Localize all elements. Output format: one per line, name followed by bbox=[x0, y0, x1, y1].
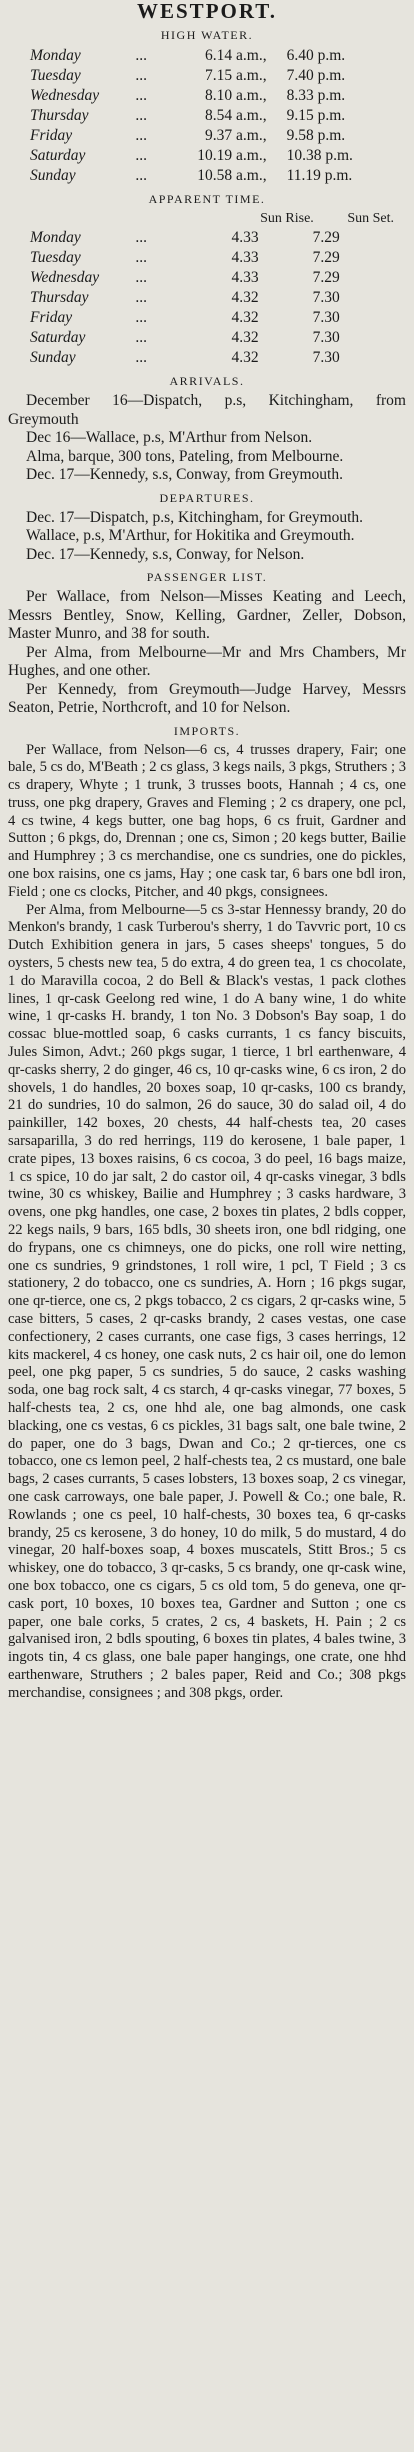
am-time: 8.10 a.m., bbox=[205, 87, 267, 104]
leader-dots: ... bbox=[135, 127, 147, 144]
day-name: Friday bbox=[30, 309, 73, 326]
imports-section bbox=[8, 742, 406, 1703]
day-name: Monday bbox=[30, 47, 81, 64]
high-water-row bbox=[8, 166, 406, 186]
day-name: Friday bbox=[30, 127, 73, 144]
sun-set-value: 7.30 bbox=[312, 329, 340, 346]
departure-entry: Dec. 17—Kennedy, s.s, Conway, for Nelson. bbox=[26, 545, 305, 563]
am-time: 10.19 a.m., bbox=[197, 147, 267, 164]
sun-rise-value: 4.32 bbox=[231, 289, 259, 306]
pm-time: 9.15 p.m. bbox=[286, 107, 346, 124]
day-name: Tuesday bbox=[30, 249, 81, 266]
high-water-heading: HIGH WATER. bbox=[160, 28, 254, 42]
pm-time: 9.58 p.m. bbox=[286, 127, 346, 144]
arrival-entry: Alma, barque, 300 tons, Pateling, from Melbourne. bbox=[26, 447, 344, 465]
am-time: 10.58 a.m., bbox=[197, 167, 267, 184]
am-time: 9.37 a.m., bbox=[205, 127, 267, 144]
sun-rise-value: 4.32 bbox=[231, 309, 259, 326]
high-water-row bbox=[8, 86, 406, 106]
leader-dots: ... bbox=[135, 269, 147, 286]
apparent-time-heading: APPARENT TIME. bbox=[148, 192, 266, 206]
arrivals-section bbox=[8, 392, 406, 485]
day-name: Thursday bbox=[30, 107, 89, 124]
day-name: Sunday bbox=[30, 349, 76, 366]
sun-rise-value: 4.32 bbox=[231, 349, 259, 366]
high-water-row bbox=[8, 66, 406, 86]
passenger-list-heading: PASSENGER LIST. bbox=[146, 570, 268, 584]
newspaper-column bbox=[8, 0, 406, 1703]
departures-section bbox=[8, 509, 406, 565]
day-name: Wednesday bbox=[30, 269, 100, 286]
high-water-row bbox=[8, 146, 406, 166]
day-name: Monday bbox=[30, 229, 81, 246]
arrival-entry: December 16—Dispatch, p.s, Kitchingham, from Greymouth bbox=[8, 392, 406, 428]
departure-entry: Dec. 17—Dispatch, p.s, Kitchingham, for Greymouth. bbox=[26, 508, 364, 526]
passenger-list-section bbox=[8, 588, 406, 718]
leader-dots: ... bbox=[135, 147, 147, 164]
am-time: 8.54 a.m., bbox=[205, 107, 267, 124]
apparent-time-row bbox=[8, 268, 406, 288]
high-water-table bbox=[8, 46, 406, 186]
departures-heading: DEPARTURES. bbox=[159, 490, 255, 505]
pm-time: 10.38 p.m. bbox=[286, 147, 353, 164]
arrival-entry: Dec. 17—Kennedy, s.s, Conway, from Greymouth. bbox=[26, 466, 343, 483]
leader-dots: ... bbox=[135, 229, 147, 246]
am-time: 7.15 a.m., bbox=[205, 67, 267, 84]
pm-time: 11.19 p.m. bbox=[286, 167, 353, 184]
leader-dots: ... bbox=[135, 289, 147, 306]
leader-dots: ... bbox=[135, 309, 147, 326]
high-water-row bbox=[8, 106, 406, 126]
leader-dots: ... bbox=[135, 349, 147, 366]
day-name: Sunday bbox=[30, 167, 76, 184]
arrivals-heading: ARRIVALS. bbox=[169, 374, 245, 388]
leader-dots: ... bbox=[135, 87, 147, 104]
high-water-row bbox=[8, 126, 406, 146]
pm-time: 7.40 p.m. bbox=[286, 67, 346, 84]
apparent-time-table bbox=[8, 228, 406, 368]
arrival-entry: Dec 16—Wallace, p.s, M'Arthur from Nelson. bbox=[26, 429, 313, 446]
leader-dots: ... bbox=[135, 107, 147, 124]
high-water-row bbox=[8, 46, 406, 66]
day-name: Wednesday bbox=[30, 87, 100, 104]
day-name: Saturday bbox=[30, 329, 86, 346]
apparent-time-column-headers bbox=[8, 210, 406, 228]
apparent-time-row bbox=[8, 308, 406, 328]
pm-time: 6.40 p.m. bbox=[286, 47, 346, 64]
apparent-time-row bbox=[8, 248, 406, 268]
leader-dots: ... bbox=[135, 249, 147, 266]
departure-entry: Wallace, p.s, M'Arthur, for Hokitika and Greymouth. bbox=[26, 527, 355, 544]
sun-rise-value: 4.33 bbox=[231, 249, 259, 266]
leader-dots: ... bbox=[135, 329, 147, 346]
day-name: Saturday bbox=[30, 147, 86, 164]
column-title: WESTPORT. bbox=[137, 0, 277, 23]
sun-set-value: 7.29 bbox=[312, 249, 340, 266]
apparent-time-row bbox=[8, 228, 406, 248]
sun-set-value: 7.29 bbox=[312, 269, 340, 286]
sun-rise-value: 4.32 bbox=[231, 329, 259, 346]
apparent-time-row bbox=[8, 348, 406, 368]
import-entry: Per Alma, from Melbourne—5 cs 3-star Hennessy brandy, 20 do Menkon's brandy, 1 cask Turberou's sherry, 1 do Tavvric port, 10 cs Dutch Exhibition genera in jars, 5 cases sheeps' tongues, 5 do oysters, 5 chests new tea, 5 do extra, 4 do green tea, 1 cs chocolate, 1 do Maravilla cocoa, 2 do Bell & Black's vestas, 1 pack clothes lines, 1 qr-cask Geelong red wine, 1 do A bany wine, 1 do white wine, 1 qr-casks H. brandy, 1 ton No. 3 Dobson's Bay soap, 1 do cossac blue-mottled soap, 6 casks currants, 1 cs fancy biscuits, Jules Simon, Advt.; 260 pkgs sugar, 1 tierce, 1 brl earthenware, 4 qr-casks sherry, 2 do ginger, 46 cs, 10 qr-casks wine, 6 cs iron, 2 do shovels, 1 do handles, 20 boxes soap, 10 qr-casks, 100 cs brandy, 21 do sundries, 10 do salmon, 26 do sauce, 30 do salad oil, 4 do painkiller, 142 boxes, 20 chests, 44 half-chests tea, 20 cases sarsaparilla, 3 do red herrings, 119 do kerosene, 1 bale paper, 1 crate pipes, 13 boxes raisins, 6 cs cocoa, 3 do peel, 16 bags maize, 1 cs spice, 10 do jar salt, 2 do castor oil, 4 qr-casks vinegar, 3 bdls twine, 30 cs whiskey, Bailie and Humphrey ; 3 casks hardware, 3 ovens, one pkg handles, one case, 2 boxes tin plates, 2 bdls copper, 22 kegs nails, 9 bars, 165 bdls, 30 sheets iron, one bdl ridging, one do frypans, one cs chimneys, one do picks, one roll wire netting, one cs sundries, 9 grindstones, 1 roll wire, 1 pcl, T Field ; 3 cs stationery, 2 do tobacco, one cs sundries, A. Horn ; 16 pkgs sugar, one qr-tierce, one cs, 2 pkgs tobacco, 2 cs cigars, 2 qr-casks wine, 5 case bitters, 5 cases, 2 qr-casks brandy, 2 cases vestas, one case confectionery, 2 cases currants, one case figs, 3 cases herrings, 12 kits mackerel, 4 cs honey, one cask nuts, 2 cs hair oil, one do lemon peel, one pkg paper, 5 cs sundries, 5 do sauce, 2 casks washing soda, one bag rock salt, 4 cs starch, 4 qr-casks vinegar, 77 boxes, 5 half-chests tea, 2 cs, one hhd ale, one bag almonds, one cask blacking, one cs vestas, 6 cs pickles, 31 bags salt, one bale twine, 2 do paper, one do 3 bags, Dwan and Co.; 2 qr-tierces, one cs tobacco, one cs lemon peel, 2 half-chests tea, 2 cs mustard, one bale bags, 2 cases currants, 5 cases lobsters, 13 boxes soap, 2 cs vinegar, one cask carroways, one bale paper, J. Powell & Co.; one bale, R. Rowlands ; one cs peel, 10 half-chests, 30 boxes tea, 6 qr-casks brandy, 25 cs kerosene, 3 do honey, 10 do milk, 5 do mustard, 4 do vinegar, 20 half-boxes soap, 4 boxes muscatels, Stitt Bros.; 5 cs whiskey, one do tobacco, 3 qr-casks, 5 cs brandy, one qr-cask wine, one box tobacco, one cs cigars, 5 cs old tom, 5 do geneva, one qr-cask port, 10 boxes, 10 boxes tea, Gardner and Sutton ; one cs paper, one bale corks, 5 crates, 2 cs, 4 baskets, H. Pain ; 2 cs galvanised iron, 2 bdls spouting, 6 boxes tin plates, 4 bales twine, 3 ingots tin, 4 cs glass, one bale paper hangings, one crate, one hhd earthenware, Struthers ; 2 bales paper, Reid and Co.; 308 pkgs merchandise, consignees ; and 308 pkgs, order. bbox=[8, 901, 406, 1701]
import-entry: Per Wallace, from Nelson—6 cs, 4 trusses drapery, Fair; one bale, 5 cs do, M'Beath ; 2 cs glass, 3 kegs nails, 3 pkgs, Struthers ; 3 cs drapery, Whyte ; 1 trunk, 3 trusses boots, Hannah ; 4 cs, one truss, one pkg drapery, Graves and Fleming ; 2 cs drapery, one pcl, 4 cs twine, 4 kegs butter, one bag hops, 6 cs fruit, Gardner and Sutton ; 6 pkgs, do, Drennan ; one cs, Simon ; 20 kegs butter, Bailie and Humphrey ; 3 cs merchandise, one cs sundries, one do pickles, one box raisins, one cs jams, Hay ; one cask tar, 6 bars one bdl iron, Field ; one cs clocks, Pitcher, and 40 pkgs, consignees. bbox=[8, 741, 406, 900]
passenger-entry: Per Wallace, from Nelson—Misses Keating and Leech, Messrs Bentley, Snow, Kelling, Gardner, Zeller, Dobson, Master Munro, and 38 for south. bbox=[8, 588, 406, 642]
pm-time: 8.33 p.m. bbox=[286, 87, 346, 104]
imports-heading: IMPORTS. bbox=[173, 723, 241, 738]
sun-set-value: 7.30 bbox=[312, 349, 340, 366]
sun-rise-header: Sun Rise. bbox=[260, 211, 314, 226]
leader-dots: ... bbox=[135, 47, 147, 64]
sun-set-header: Sun Set. bbox=[347, 211, 394, 226]
sun-set-value: 7.29 bbox=[312, 229, 340, 246]
sun-rise-value: 4.33 bbox=[231, 269, 259, 286]
day-name: Thursday bbox=[30, 289, 89, 306]
sun-set-value: 7.30 bbox=[312, 309, 340, 326]
apparent-time-row bbox=[8, 288, 406, 308]
passenger-entry: Per Alma, from Melbourne—Mr and Mrs Chambers, Mr Hughes, and one other. bbox=[8, 643, 406, 679]
day-name: Tuesday bbox=[30, 67, 81, 84]
apparent-time-row bbox=[8, 328, 406, 348]
leader-dots: ... bbox=[135, 167, 147, 184]
passenger-entry: Per Kennedy, from Greymouth—Judge Harvey, Messrs Seaton, Petrie, Northcroft, and 10 for Nelson. bbox=[8, 680, 406, 716]
leader-dots: ... bbox=[135, 67, 147, 84]
am-time: 6.14 a.m., bbox=[205, 47, 267, 64]
sun-rise-value: 4.33 bbox=[231, 229, 259, 246]
sun-set-value: 7.30 bbox=[312, 289, 340, 306]
